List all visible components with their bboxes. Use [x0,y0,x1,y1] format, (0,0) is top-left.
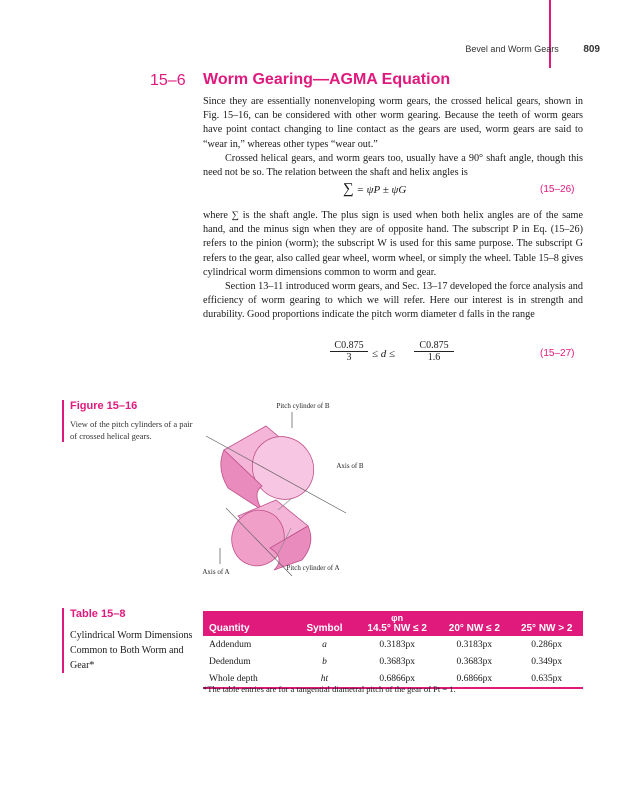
table-footnote: *The table entries are for a tangential diametral pitch of the gear of Pt = 1. [203,684,456,694]
paragraph-2: Crossed helical gears, and worm gears too, usually have a 90° shaft angle, though this need not be so. The relation between the shaft and helix angles is [203,152,583,179]
paragraph-4: Section 13–11 introduced worm gears, and Sec. 13–17 developed the force analysis and efficiency of worm gearing to which we will refer. Here our interest is in strength and durability. Good proportions indicate the pitch worm diameter d falls in the range [203,281,583,321]
page-number: 809 [583,44,600,55]
cell: b [322,656,327,667]
col-25-label: 25° NW > 2 [520,623,573,634]
equation-15-27 [330,340,449,374]
cell: 0.6866px [356,670,438,688]
label-pitch-cylinder-a: Pitch cylinder of A [286,564,340,572]
cell: 0.286px [531,639,563,650]
label-axis-a: Axis of A [202,568,230,576]
eq26-lhs: ∑ [343,181,354,197]
body-block-2 [203,209,583,323]
figure-label: Figure 15–16 [70,400,138,412]
table-row [203,636,583,653]
eq26-number: (15–26) [540,184,575,195]
cell: Whole depth [203,670,293,688]
section-number: 15–6 [150,72,186,89]
table-row [203,653,583,670]
table-caption: Cylindrical Worm Dimensions Common to Both Worm and Gear* [70,630,193,671]
worm-dimensions-table [203,611,583,689]
table-label-block [62,608,200,673]
cell: Addendum [209,639,252,650]
eq27-left-denominator: 3 [346,352,352,363]
cell: a [322,639,327,650]
cell: 0.3183px [379,639,415,650]
running-header [400,44,600,55]
cell: 0.349px [531,656,563,667]
paragraph-1: Since they are essentially nonenveloping worm gears, the crossed helical gears, shown in Fig. 15–16, can be considered with other worm gearing. Because the teeth of worm gears have point contact changing to line contact as the gears are used, worm gears are said to “wear in,” whereas other types “wear out.” [203,96,583,150]
phi-header: φn [391,613,404,623]
paragraph-3: where ∑ is the shaft angle. The plus sign is used when both helix angles are of the same hand, and the minus sign when they are of opposite hand. The subscript P in Eq. (15–26) refers to the pinion (worm); the subscript W is used for this same purpose. The subscript G refers to the gear, also called gear wheel, worm wheel, or simply the wheel. Table 15–8 gives cylindrical worm dimensions common to worm and gear. [203,210,583,278]
eq26-rhs: = ψP ± ψG [356,184,407,196]
col-14-5 [356,611,438,636]
crossed-helical-figure [196,398,366,584]
header-rule [549,0,551,68]
col-20 [438,611,510,636]
col-symbol [293,611,356,636]
eq27-middle: ≤ d ≤ [372,348,396,360]
section-title: Worm Gearing—AGMA Equation [203,71,451,88]
cell: Dedendum [209,656,251,667]
cell: 0.3683px [456,656,493,667]
body-block-1 [203,95,583,180]
equation-15-26 [343,181,406,198]
figure-caption: View of the pitch cylinders of a pair of crossed helical gears. [70,419,193,441]
figure-label-block [62,400,200,442]
col-14-5-label: 14.5° NW ≤ 2 [367,623,427,634]
gear-cylinders-illustration [196,398,366,584]
cell: 0.3183px [456,639,493,650]
cell: 0.6866px [438,670,510,688]
cell: 0.635px [510,670,583,688]
label-axis-b: Axis of B [336,462,364,470]
col-quantity [203,611,293,636]
running-title: Bevel and Worm Gears [465,44,559,54]
eq27-number: (15–27) [540,348,575,359]
label-pitch-cylinder-b: Pitch cylinder of B [276,402,330,410]
table-header-row [203,611,583,636]
col-symbol-label: Symbol [306,623,343,634]
col-quantity-label: Quantity [209,623,250,634]
table-label: Table 15–8 [70,608,126,620]
eq27-right-numerator: C0.875 [414,340,454,352]
eq27-right-denominator: 1.6 [427,352,441,363]
cell: 0.3683px [379,656,415,667]
col-20-label: 20° NW ≤ 2 [448,623,500,634]
cell: ht [293,670,356,688]
col-25 [510,611,583,636]
eq27-left-numerator: C0.875 [330,340,368,352]
